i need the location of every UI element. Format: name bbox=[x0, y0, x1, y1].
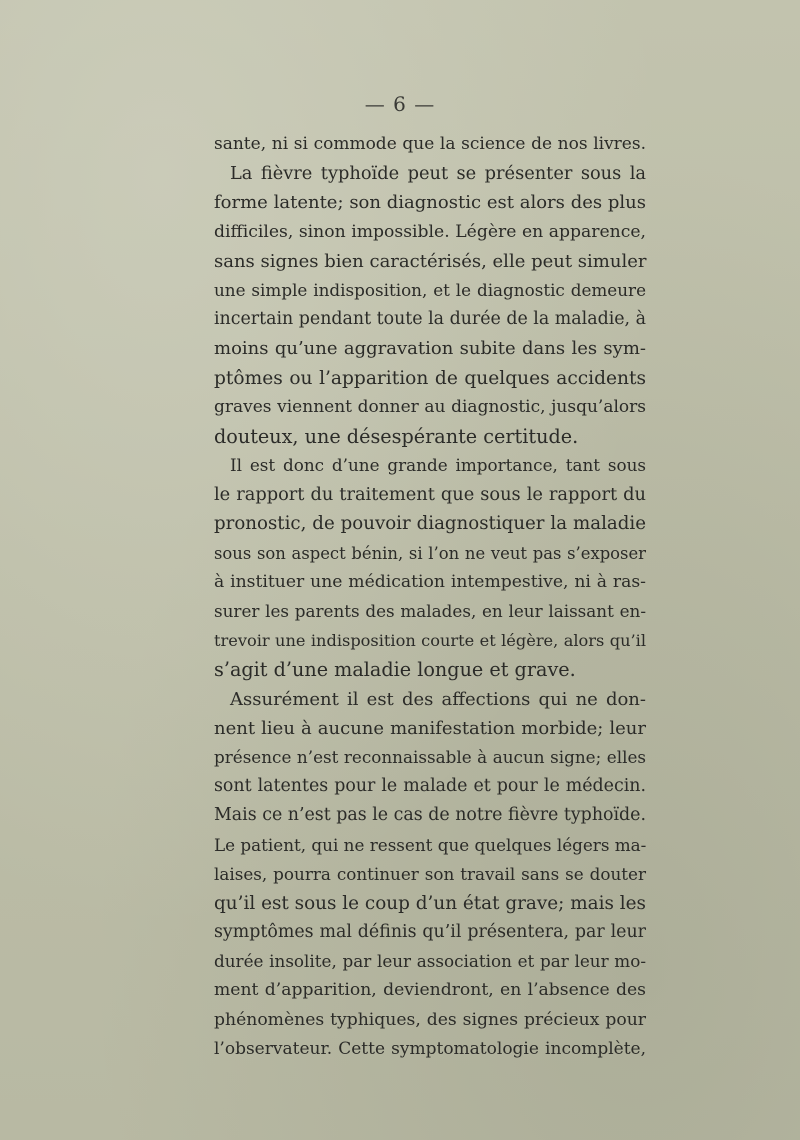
text-line: laises, pourra continuer son travail sans se douter bbox=[214, 863, 646, 884]
text-line: incertain pendant toute la durée de la maladie, à bbox=[214, 309, 646, 330]
text-line: moins qu’une aggravation subite dans les sym- bbox=[214, 338, 646, 360]
body-text bbox=[214, 130, 646, 1064]
text-line: phénomènes typhiques, des signes précieux pour bbox=[214, 1009, 646, 1030]
text-line-paragraph-start: La fièvre typhoïde peut se présenter sous la bbox=[230, 163, 646, 185]
text-line: le rapport du traitement que sous le rapport du bbox=[214, 484, 646, 506]
text-line: à instituer une médication intempestive, ni à ras- bbox=[214, 571, 646, 592]
text-line: difficiles, sinon impossible. Légère en apparence, bbox=[214, 221, 646, 242]
text-line: Le patient, qui ne ressent que quelques légers ma- bbox=[214, 834, 647, 855]
text-line: présence n’est reconnaissable à aucun signe; elles bbox=[214, 746, 646, 767]
text-line: qu’il est sous le coup d’un état grave; mais les bbox=[214, 892, 646, 914]
text-line: durée insolite, par leur association et par leur mo- bbox=[214, 951, 646, 972]
text-line: nent lieu à aucune manifestation morbide; leur bbox=[214, 717, 646, 739]
text-line-paragraph-start: Il est donc d’une grande importance, tant sous bbox=[230, 455, 646, 476]
text-line: sont latentes pour le malade et pour le médecin. bbox=[214, 776, 646, 797]
text-line: ptômes ou l’apparition de quelques accidents bbox=[214, 367, 646, 389]
text-line: ment d’apparition, deviendront, en l’absence des bbox=[214, 980, 646, 1001]
text-line: pronostic, de pouvoir diagnostiquer la maladie bbox=[214, 513, 646, 535]
text-line: sante, ni si commode que la science de nos livres. bbox=[214, 134, 646, 154]
page-number: — 6 — bbox=[364, 92, 436, 116]
text-line: s’agit d’une maladie longue et grave. bbox=[214, 658, 576, 682]
text-line: une simple indisposition, et le diagnostic demeure bbox=[214, 279, 646, 300]
text-line: sans signes bien caractérisés, elle peut simuler bbox=[214, 250, 647, 272]
text-line: graves viennent donner au diagnostic, jusqu’alors bbox=[214, 396, 646, 417]
text-line: douteux, une désespérante certitude. bbox=[214, 424, 579, 448]
text-line: l’observateur. Cette symptomatologie incomplète, bbox=[214, 1038, 646, 1059]
text-line: sous son aspect bénin, si l’on ne veut pas s’exposer bbox=[214, 543, 646, 563]
text-line: surer les parents des malades, en leur laissant en- bbox=[214, 601, 646, 621]
text-line: Mais ce n’est pas le cas de notre fièvre typhoïde. bbox=[214, 805, 646, 826]
text-line: symptômes mal définis qu’il présentera, par leur bbox=[214, 922, 646, 943]
text-line: forme latente; son diagnostic est alors des plus bbox=[214, 192, 646, 214]
text-line: trevoir une indisposition courte et légère, alors qu’il bbox=[214, 631, 646, 651]
text-line-paragraph-start: Assurément il est des affections qui ne don- bbox=[230, 688, 646, 710]
